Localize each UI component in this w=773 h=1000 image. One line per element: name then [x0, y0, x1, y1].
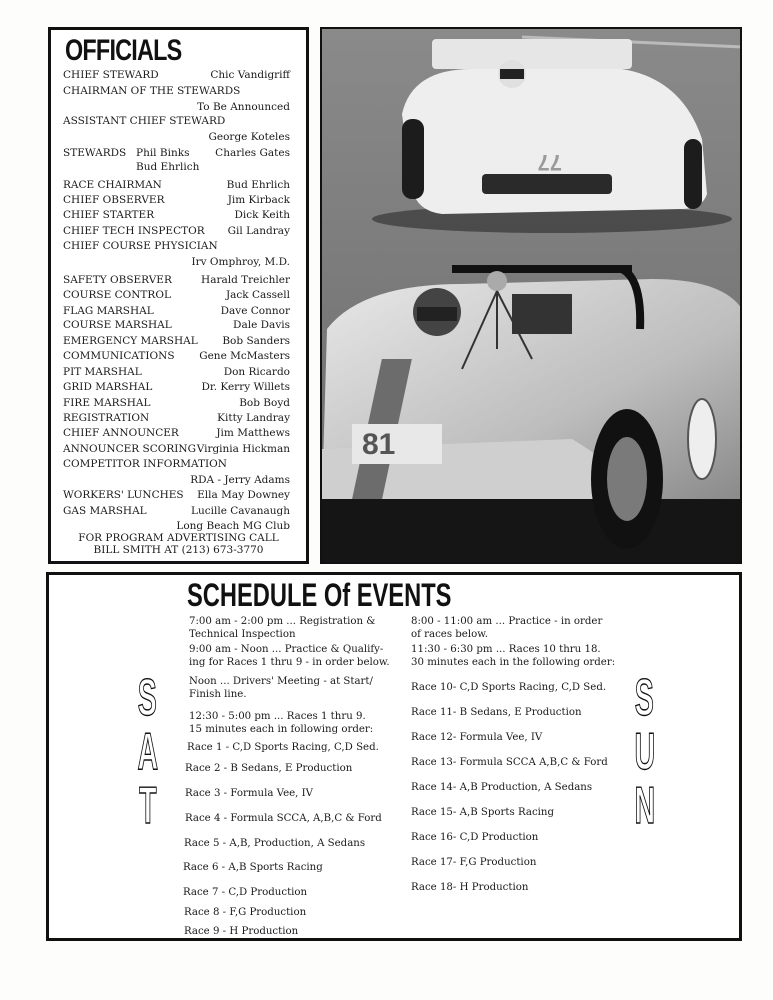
official-entry — [63, 146, 300, 161]
svg-text:77: 77 — [537, 150, 562, 175]
schedule-text-line: 11:30 - 6:30 pm ... Races 10 thru 18. — [411, 644, 601, 655]
official-role: CHAIRMAN OF THE STEWARDS — [63, 85, 241, 97]
official-name: Chic Vandigriff — [210, 69, 290, 81]
sunday-label — [626, 671, 664, 833]
official-entry — [63, 255, 300, 270]
official-name: Dale Davis — [233, 319, 290, 331]
official-role: COMMUNICATIONS — [63, 350, 175, 362]
race-cars-photo-illustration — [322, 29, 742, 564]
official-role: GRID MARSHAL — [63, 381, 153, 393]
day-letter: A — [137, 723, 159, 781]
official-role: RACE CHAIRMAN — [63, 179, 162, 191]
official-role: CHIEF TECH INSPECTOR — [63, 225, 205, 237]
official-role: GAS MARSHAL — [63, 505, 147, 517]
official-entry — [63, 473, 300, 488]
race-item: Race 12- Formula Vee, IV — [411, 732, 543, 743]
official-role: WORKERS' LUNCHES — [63, 489, 184, 501]
official-name: Don Ricardo — [223, 366, 290, 378]
official-entry — [63, 224, 300, 239]
official-role: ANNOUNCER SCORING — [63, 443, 197, 455]
official-role: CHIEF OBSERVER — [63, 194, 165, 206]
official-name: Dave Connor — [220, 305, 290, 317]
schedule-panel — [46, 572, 742, 941]
schedule-text-line: 30 minutes each in the following order: — [411, 657, 616, 668]
schedule-text-line: 12:30 - 5:00 pm ... Races 1 thru 9. — [189, 711, 366, 722]
official-name: Jim Kirback — [227, 194, 290, 206]
official-entry — [63, 100, 300, 115]
day-letter: S — [138, 669, 158, 727]
race-item: Race 8 - F,G Production — [184, 907, 307, 918]
schedule-text-line: Noon ... Drivers' Meeting - at Start/ — [189, 676, 373, 687]
official-role: COURSE MARSHAL — [63, 319, 172, 331]
schedule-title: SCHEDULE Of EVENTS — [187, 577, 452, 613]
race-item: Race 13- Formula SCCA A,B,C & Ford — [411, 757, 608, 768]
race-item: Race 5 - A,B, Production, A Sedans — [184, 838, 366, 849]
official-name: Bob Sanders — [222, 335, 290, 347]
race-item: Race 9 - H Production — [184, 926, 299, 937]
schedule-text-line: of races below. — [411, 629, 488, 640]
official-entry — [63, 273, 300, 288]
day-letter: U — [634, 723, 656, 781]
official-role: FIRE MARSHAL — [63, 397, 151, 409]
official-name: Irv Omphroy, M.D. — [191, 256, 290, 268]
official-entry — [63, 193, 300, 208]
official-entry — [63, 396, 300, 411]
race-item: Race 10- C,D Sports Racing, C,D Sed. — [411, 682, 607, 693]
official-name: Phil Binks — [136, 147, 190, 159]
official-name: Jack Cassell — [225, 289, 290, 301]
advertising-line-1: FOR PROGRAM ADVERTISING CALL — [78, 532, 279, 544]
official-entry — [63, 349, 300, 364]
saturday-label — [129, 671, 167, 833]
day-letter: T — [139, 777, 157, 835]
official-entry — [63, 411, 300, 426]
official-entry — [63, 488, 300, 503]
official-entry — [63, 365, 300, 380]
schedule-text-line: 7:00 am - 2:00 pm ... Registration & — [189, 616, 376, 627]
day-letter: N — [634, 777, 656, 835]
official-name: Charles Gates — [215, 147, 290, 159]
officials-title: OFFICIALS — [65, 34, 182, 67]
official-role: CHIEF ANNOUNCER — [63, 427, 179, 439]
race-item: Race 7 - C,D Production — [183, 887, 308, 898]
official-role: ASSISTANT CHIEF STEWARD — [63, 115, 226, 127]
schedule-text-line: Finish line. — [189, 689, 247, 700]
official-name: Gil Landray — [227, 225, 290, 237]
official-entry — [63, 304, 300, 319]
official-entry — [63, 442, 300, 457]
official-role: CHIEF COURSE PHYSICIAN — [63, 240, 218, 252]
official-entry — [63, 318, 300, 333]
official-entry — [63, 68, 300, 83]
official-name: Bud Ehrlich — [136, 161, 200, 173]
official-name: Gene McMasters — [199, 350, 290, 362]
day-letter: S — [635, 669, 655, 727]
official-name: Harald Treichler — [201, 274, 290, 286]
race-item: Race 3 - Formula Vee, IV — [185, 788, 313, 799]
official-name: RDA - Jerry Adams — [190, 474, 290, 486]
official-entry — [63, 380, 300, 395]
race-item: Race 2 - B Sedans, E Production — [185, 763, 353, 774]
official-role: COURSE CONTROL — [63, 289, 171, 301]
advertising-line-2: BILL SMITH AT (213) 673-3770 — [93, 544, 264, 556]
schedule-text-line: 8:00 - 11:00 am ... Practice - in order — [411, 616, 603, 627]
race-item: Race 14- A,B Production, A Sedans — [411, 782, 593, 793]
race-cars-photo — [320, 27, 742, 564]
schedule-text-line: 9:00 am - Noon ... Practice & Qualify- — [189, 644, 384, 655]
official-name: Dick Keith — [234, 209, 290, 221]
official-name: Bob Boyd — [239, 397, 290, 409]
race-item: Race 17- F,G Production — [411, 857, 537, 868]
official-entry — [63, 426, 300, 441]
official-entry — [63, 160, 300, 175]
official-entry — [63, 504, 300, 519]
official-entry — [63, 130, 300, 145]
official-entry — [63, 288, 300, 303]
official-name: To Be Announced — [197, 101, 290, 113]
official-entry — [63, 178, 300, 193]
official-name: Kitty Landray — [217, 412, 290, 424]
svg-text:81: 81 — [362, 428, 396, 461]
official-role: SAFETY OBSERVER — [63, 274, 172, 286]
schedule-text-line: Technical Inspection — [189, 629, 296, 640]
race-item: Race 4 - Formula SCCA, A,B,C & Ford — [185, 813, 382, 824]
race-item: Race 15- A,B Sports Racing — [411, 807, 555, 818]
schedule-text-line: ing for Races 1 thru 9 - in order below. — [189, 657, 390, 668]
official-name: Ella May Downey — [197, 489, 290, 501]
officials-panel — [48, 27, 309, 564]
official-role: CHIEF STEWARD — [63, 69, 159, 81]
schedule-text-line: 15 minutes each in following order: — [189, 724, 374, 735]
official-role: PIT MARSHAL — [63, 366, 142, 378]
official-name: George Koteles — [208, 131, 290, 143]
official-role: CHIEF STARTER — [63, 209, 155, 221]
official-role: COMPETITOR INFORMATION — [63, 458, 227, 470]
official-name: Dr. Kerry Willets — [201, 381, 290, 393]
official-name: Virginia Hickman — [196, 443, 290, 455]
official-entry — [63, 334, 300, 349]
race-item: Race 16- C,D Production — [411, 832, 539, 843]
official-role: REGISTRATION — [63, 412, 150, 424]
official-name: Jim Matthews — [216, 427, 290, 439]
official-entry — [63, 114, 300, 129]
race-item: Race 1 - C,D Sports Racing, C,D Sed. — [187, 742, 379, 753]
official-entry — [63, 239, 300, 254]
official-role: FLAG MARSHAL — [63, 305, 154, 317]
official-entry — [63, 208, 300, 223]
race-item: Race 11- B Sedans, E Production — [411, 707, 582, 718]
official-role: EMERGENCY MARSHAL — [63, 335, 198, 347]
official-entry — [63, 457, 300, 472]
official-name: Lucille Cavanaugh — [191, 505, 290, 517]
official-name: Long Beach MG Club — [176, 520, 290, 532]
official-name: Bud Ehrlich — [226, 179, 290, 191]
race-item: Race 18- H Production — [411, 882, 529, 893]
race-item: Race 6 - A,B Sports Racing — [183, 862, 323, 873]
official-entry — [63, 84, 300, 99]
official-role: STEWARDS — [63, 147, 127, 159]
